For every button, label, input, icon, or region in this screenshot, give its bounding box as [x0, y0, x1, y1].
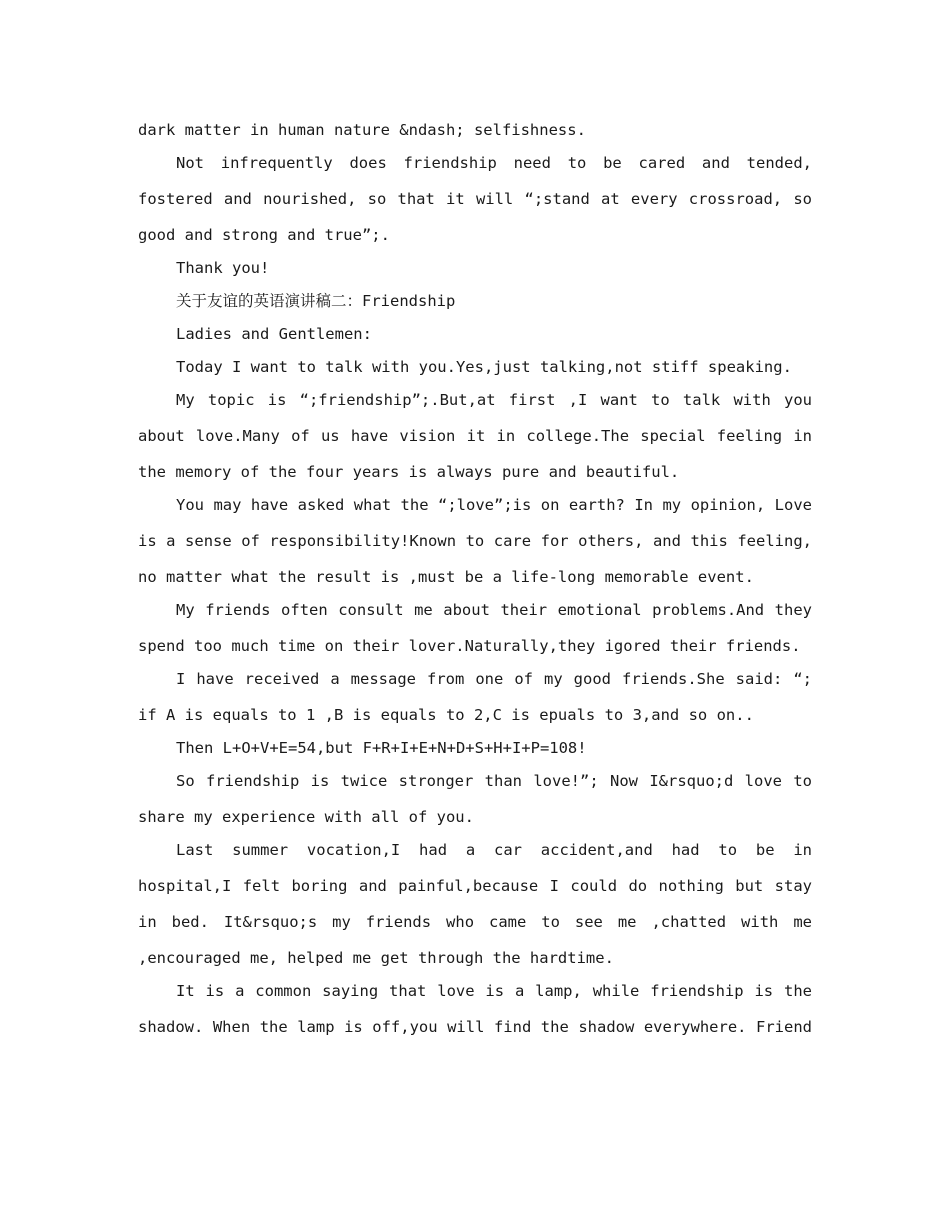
- paragraph: Not infrequently does friendship need to be cared and tended, fostered and nourished, so that it will “;stand at every crossroad, so good and strong and true”;.: [138, 154, 812, 244]
- paragraph: My friends often consult me about their emotional problems.And they spend too much time on their lover.Naturally,they igored their friends.: [138, 601, 812, 655]
- paragraph: It is a common saying that love is a lamp, while friendship is the shadow. When the lamp is off,you will find the shadow everywhere. Friend: [138, 982, 812, 1036]
- paragraph: So friendship is twice stronger than love!”; Now I&rsquo;d love to share my experience with all of you.: [138, 772, 812, 826]
- paragraph: Today I want to talk with you.Yes,just talking,not stiff speaking.: [176, 358, 792, 376]
- paragraph: Thank you!: [176, 259, 270, 277]
- paragraph: dark matter in human nature &ndash; selfishness.: [138, 121, 586, 139]
- salutation: Ladies and Gentlemen:: [176, 325, 372, 343]
- paragraph: Then L+O+V+E=54,but F+R+I+E+N+D+S+H+I+P=108!: [176, 739, 587, 757]
- paragraph: Last summer vocation,I had a car accident,and had to be in hospital,I felt boring and painful,because I could do nothing but stay in bed. It&rsquo;s my friends who came to see me ,chatted with me ,encouraged me, helped me get through the hardtime.: [138, 841, 812, 967]
- document-body: [138, 112, 812, 1042]
- paragraph: I have received a message from one of my good friends.She said: “; if A is equals to 1 ,B is equals to 2,C is epuals to 3,and so on..: [138, 670, 812, 724]
- paragraph: My topic is “;friendship”;.But,at first ,I want to talk with you about love.Many of us have vision it in college.The special feeling in the memory of the four years is always pure and beautiful.: [138, 391, 812, 481]
- paragraph: You may have asked what the “;love”;is on earth? In my opinion, Love is a sense of responsibility!Known to care for others, and this feeling, no matter what the result is ,must be a life-long memorable event.: [138, 496, 812, 586]
- section-heading: 关于友谊的英语演讲稿二：Friendship: [176, 292, 456, 310]
